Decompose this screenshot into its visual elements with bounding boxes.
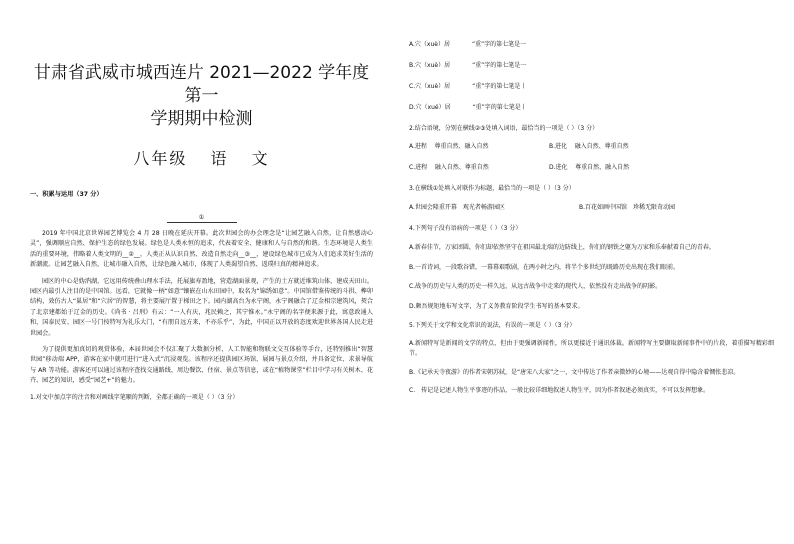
right-page	[397, 0, 794, 544]
q4-option-c: C.战争的历史与人类的历史一样久远，从远古战争中走来的现代人，依然没有走出战争的阴影。	[409, 283, 662, 291]
option-text: “重”字的第七笔是丨	[472, 83, 527, 90]
exam-title-line1: 甘肃省武威市城西连片 2021—2022 学年度第一	[33, 63, 370, 106]
option-a: A.世园会隆重开幕 观光者畅游园区	[409, 204, 505, 211]
q2-options-row1	[409, 142, 774, 151]
exam-title-line2: 学期期中检测	[150, 109, 253, 129]
option-a	[409, 40, 774, 49]
q1-options	[409, 40, 774, 112]
q4-option-d: D.颇吾规矩地布写文字，为了义务教育阶段学生书写的基本要求。	[409, 302, 584, 310]
option-text: “重”字的第七笔是一	[472, 62, 527, 69]
option-d: D.进化 尊重自然、融入自然	[549, 164, 630, 171]
question-1: 1.对文中加点字的注音和对画线字笔顺的判断，全都正确的一项是（ ）（3 分）	[30, 393, 239, 401]
section-heading: 一、积累与运用（37 分）	[30, 191, 103, 198]
q2-options-row2	[409, 163, 774, 172]
q4-option-a: A.新春佳节，万家团圆，你们却依然坚守在祖国最北端的边防线上，你们的钢铁之躯为万家和乐奉献着自己的青春。	[409, 244, 715, 251]
option-text: “重”字的第七笔是丨	[472, 104, 527, 111]
question-5: 5.下列关于文学和文化常识的说法，有误的一项是（ ）（3 分）	[409, 322, 576, 330]
question-3: 3.在横线①处填入对联作为标题，最恰当的一项是（ ）（3 分）	[409, 185, 575, 192]
passage-paragraph-3: 为了提供更加真切的观赏体验，本届世园会不仅汇聚了大数据分析、人工智能和物联文交互体验等手台，还特别推出“智慧世园”移动端 APP，游客在家中就可进行“进入式”沉浸观览。该程序还提供园区场馆、展园与景点介绍，并具备定位、求景导航与 AR 等功能。游客还可以通过该程序查找交通路线、周边餐饮、住宿、景点等信息，或在“植物课堂”栏目中学习有关树木、花卉、园艺的知识，感受“园艺+”的魅力。	[30, 346, 373, 385]
q4-option-b: B.一首诗词，一段歌谷错，一幕幕艰歌剧，在两小时之内，将半个多世纪的既路历史出现在我们眼前。	[409, 263, 680, 271]
passage-paragraph-2: 园区的中心是妫汭湖，它远用传统叠山理水手法，托展旗寿盈地，营造湖面景观，产生的土方就近堆筑山体，建成天田山。园区内最引人注目的是中国馆。远看，它就像一柄“如意”镶嵌在山水田园中，取名为“锦绣如意”。中国馆借鉴传统的斗拱、榫卯结构，效仿古人“巢居”和“穴居”的智慧，将主要展厅置于梯田之下。园内湖高台为永宁阁，永宁阁融合了辽金相宗建筑风，契合了北京建都始于辽金的历史。《尚书 · 吕刑》有云：“一人有庆，兆民赖之，其宁惟永。”永宁阁的名字便来源于此，寓意政通人和，国泰民安。园区一号门按特写为礼乐大门，“有朋自远方来，不亦乐乎”，为此，中国正以开放的态度欢迎世界各国人民走进世园会。	[30, 277, 373, 337]
q5-option-a: A.新闻特写是新闻的文学的特点，但由于更强调新闻性，所以更接近于通讯体裁。新闻特写主要撷取新闻事件中的片段，着重描写精彩细节。	[409, 340, 774, 357]
option-text: “重”字的第七笔是一	[471, 41, 527, 48]
option-c	[409, 82, 774, 91]
blank-title-marker: ①	[167, 214, 237, 223]
option-d	[409, 103, 774, 112]
option-c: C.进程 融入自然、尊重自然	[409, 164, 489, 171]
q5-option-b: B.《记承天寺夜游》的作者宋朝苏轼，是“唐宋八大家”之一，文中传达了作者亲微妙的心境——达观自得中隐含着惆怅悲凉。	[409, 368, 740, 376]
q3-options	[409, 203, 774, 212]
passage-paragraph-1: 2019 年中国北京世界园艺博览会 4 月 28 日晚在延庆开幕。此次世园会的办会理念是“让园艺融入自然，让自然感动心灵”，强调顺应自然、保护生态的绿色发展。绿色是人类永恒的追求，代表着安全、健康和人与自然的和谐。生态环境是人类生活的重要环境，伟略着人类文明的__②__，人类正从认识自然、改造自然走向__③__，建设绿色城市已成为人们追求美好生活的新潮流。让园艺融入自然，让城市融入自然，让绿色融入城市，体现了人类渴望自然、返璞归真的精神追求。	[30, 230, 373, 269]
question-2: 2.结合语境，分别在横线②③处填入词语，最恰当的一项是（ ）（3 分）	[409, 125, 599, 132]
q5-option-c: C. 传记是记述人物生平事迹的作品，一般比较详细地叙述人物生平，因为作者叙述必须真实，不可以发挥想象。	[409, 387, 710, 395]
option-letter: B.穴（xuè）居	[409, 62, 451, 69]
option-b	[409, 61, 774, 70]
option-letter: D.穴（xué）居	[409, 104, 451, 111]
grade-subject: 八年级 语 文	[133, 149, 270, 168]
option-a: A.进程 尊重自然、融入自然	[409, 143, 489, 150]
option-b: B.进化 融入自然、尊重自然	[549, 143, 629, 150]
question-4: 4.下列句子没有语病的一项是（ ）（3 分）	[409, 225, 522, 232]
option-letter: A.穴（xuè）居	[409, 41, 450, 48]
option-letter: C.穴（xuè）居	[409, 83, 451, 90]
option-b: B.百花如画中国馆 珍稀无限奇动园	[579, 204, 676, 211]
